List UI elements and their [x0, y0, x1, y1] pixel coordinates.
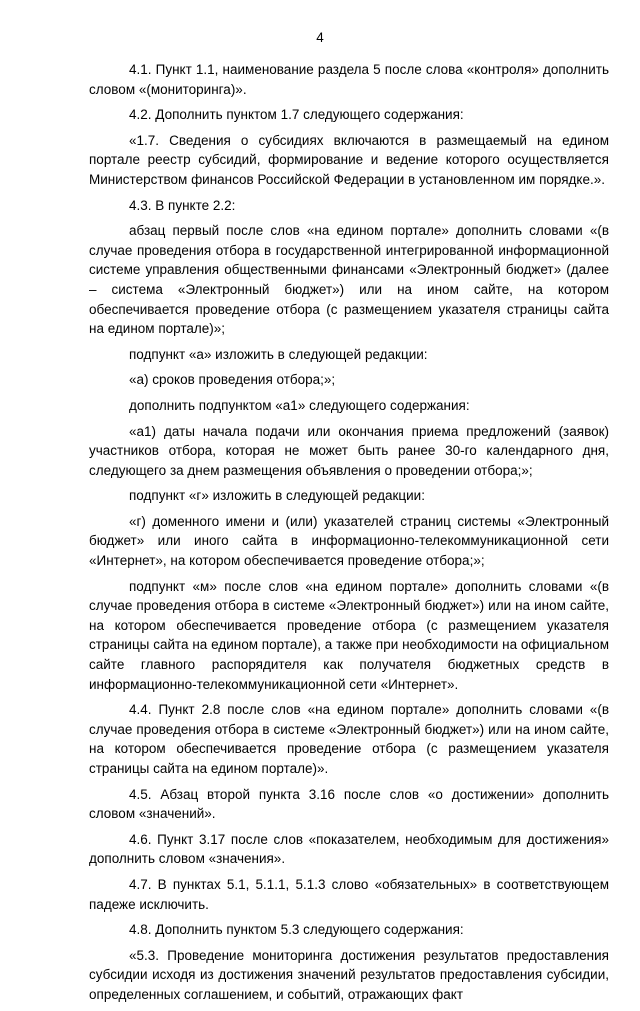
paragraph: 4.1. Пункт 1.1, наименование раздела 5 после слова «контроля» дополнить словом «(мониторинга)». [89, 62, 609, 97]
paragraph: «5.3. Проведение мониторинга достижения результатов предоставления субсидии исходя из достижения значений результатов предоставления субсидии, определенных соглашением, и событий, отражающих факт [89, 947, 609, 1002]
paragraph: 4.6. Пункт 3.17 после слов «показателем, необходимым для достижения» дополнить словом «значения». [89, 831, 609, 867]
page-number: 4 [316, 30, 324, 45]
paragraph: 4.5. Абзац второй пункта 3.16 после слов «о достижении» дополнить словом «значений». [89, 786, 609, 822]
paragraph: 4.7. В пунктах 5.1, 5.1.1, 5.1.3 слово «обязательных» в соответствующем падеже исключить. [89, 876, 609, 912]
paragraph: дополнить подпунктом «а1» следующего содержания: [129, 397, 470, 413]
paragraph: «г) доменного имени и (или) указателей страниц системы «Электронный бюджет» или иного сайта в информационно-телекоммуникационной сети «Интернет», на котором обеспечивается проведение отбора;»; [89, 513, 609, 569]
paragraph: «а1) даты начала подачи или окончания приема предложений (заявок) участников отбора, которая не может быть ранее 30-го календарного дня, следующего за днем размещения объявления о проведении отбора;»; [89, 423, 609, 478]
paragraph: 4.8. Дополнить пунктом 5.3 следующего содержания: [129, 922, 464, 938]
paragraph: абзац первый после слов «на едином портале» дополнить словами «(в случае проведения отбора в государственной интегрированной информационной системе управления общественными финансами «Электронный бюджет» (далее – система «Электронный бюджет») или на ином сайте, на котором обеспечивается проведение отбора (с размещением указателя страницы сайта на едином портале)»; [89, 223, 609, 337]
paragraph: 4.4. Пункт 2.8 после слов «на едином портале» дополнить словами «(в случае проведения отбора в системе «Электронный бюджет») или на ином сайте, на котором обеспечивается проведение отбора (с размещением указателя страницы сайта на едином портале)». [89, 702, 609, 776]
paragraph: «а) сроков проведения отбора;»; [129, 372, 336, 388]
paragraph: подпункт «м» после слов «на едином портале» дополнить словами «(в случае проведения отбора в системе «Электронный бюджет») или на ином сайте, на котором обеспечивается проведение отбора (с размещением указателя страницы сайта на едином портале), а также при необходимости на официальном сайте главного распорядителя как получателя бюджетных средств в информационно-телекоммуникационной сети «Интернет». [89, 578, 609, 692]
paragraph: 4.3. В пункте 2.2: [129, 197, 236, 213]
paragraph: подпункт «г» изложить в следующей редакции: [129, 488, 425, 504]
document-body [89, 60, 609, 1011]
paragraph: подпункт «а» изложить в следующей редакции: [129, 346, 428, 362]
paragraph: 4.2. Дополнить пунктом 1.7 следующего содержания: [129, 107, 464, 123]
paragraph: «1.7. Сведения о субсидиях включаются в размещаемый на едином портале реестр субсидий, формирование и ведение которого осуществляется Министерством финансов Российской Федерации в установленном им порядке.». [89, 132, 609, 187]
